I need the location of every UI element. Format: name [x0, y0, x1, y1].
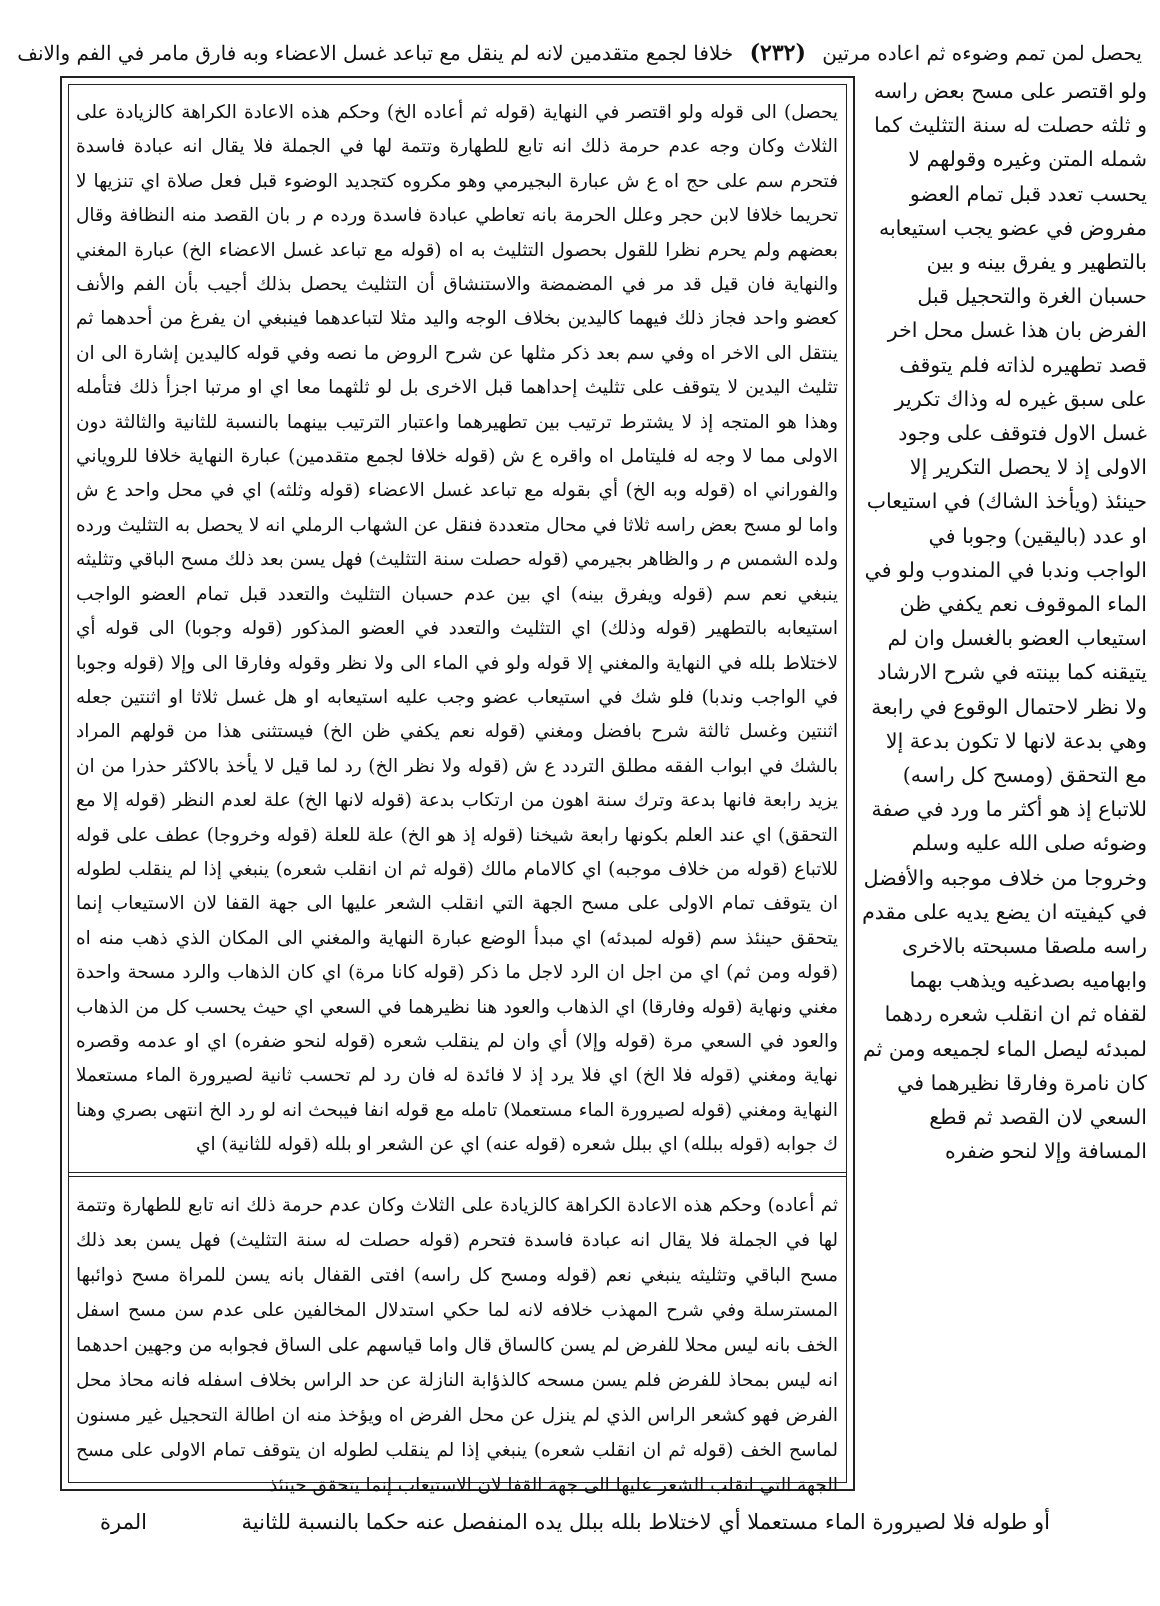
running-header: [12, 36, 1142, 70]
header-right-text: يحصل لمن تمم وضوءه ثم اعاده مرتين: [822, 41, 1142, 65]
section-divider-line: [68, 1172, 847, 1173]
second-commentary-text-block: ثم أعاده) وحكم هذه الاعادة الكراهة كالزيادة على الثلاث وكان عدم حرمة ذلك انه تابع للطهارة وتتمة لها في الجملة فلا يقال انه عبادة فاسدة فتحرم (قوله حصلت له سنة التثليث) فهل يسن بعد ذلك مسح الباقي وتثليثه ينبغي نعم (قوله ومسح كل راسه) افتى القفال بانه يسن للمراة مسح ذوائبها المسترسلة وفي شرح المهذب خلافه لانه لما حكي استدلال المخالفين على عدم سن مسح اسفل الخف بانه ليس محلا للفرض لم يسن كالساق قال واما قياسهم على الساق فجوابه من وجهين احدهما انه ليس بمحاذ للفرض فلم يسن مسحه كالذؤابة النازلة عن حد الراس بخلاف اسفله فانه محاذ محل الفرض فهو كشعر الراس الذي لم ينزل عن محل الفرض اه ويؤخذ منه ان اطالة التحجيل غير مسنون لماسح الخف (قوله ثم ان انقلب شعره) ينبغي إذا لم ينقلب لطوله ان يتوقف تمام الاولى على مسح الجهة التي انقلب الشعر عليها الى جهة القفا لان الاستيعاب إنما يتحقق حينئذ: [76, 1195, 838, 1496]
commentary-text-block: يحصل) الى قوله ولو اقتصر في النهاية (قوله ثم أعاده الخ) وحكم هذه الاعادة الكراهة كالزيادة على الثلاث وكان وجه عدم حرمة ذلك انه تابع للطهارة وتتمة لها في الجملة فلا يقال انه عبادة فاسدة فتحرم سم على حج اه ع ش عبارة البجيرمي وهو مكروه كتجديد الوضوء قبل فعل صلاة اي تنزيها لا تحريما خلافا لابن حجر وعلل الحرمة بانه تعاطي عبادة فاسدة ورده م ر بان القصد منه النظافة وقال بعضهم ولم يحرم نظرا للقول بحصول التثليث به اه (قوله مع تباعد غسل الاعضاء الخ) عبارة المغني والنهاية فان قيل قد مر في المضمضة والاستنشاق أن التثليث يحصل بذلك أجيب بأن الفم والأنف كعضو واحد فجاز ذلك فيهما كاليدين بخلاف الوجه واليد مثلا لتباعدهما فينبغي ان يفرغ من أحدهما ثم ينتقل الى الاخر اه وفي سم بعد ذكر مثلها عن شرح الروض ما نصه وفي قوله كاليدين إشارة الى ان تثليث اليدين لا يتوقف على تثليث إحداهما قبل الاخرى بل لو ثلثهما معا اي او مرتبا اجزأ ذلك فتأمله وهذا هو المتجه إذ لا يشترط ترتيب بين تطهيرهما واعتبار الترتيب بينهما بالنسبة للثانية والثالثة دون الاولى مما لا وجه له فليتامل اه واقره ع ش (قوله خلافا لجمع متقدمين) عبارة النهاية خلافا للروياني والفوراني اه (قوله وبه الخ) أي بقوله مع تباعد غسل الاعضاء (قوله وثلثه) اي في محل واحد ع ش واما لو مسح بعض راسه ثلاثا في محال متعددة فنقل عن الشهاب الرملي انه لا يحصل به التثليث ورده ولده الشمس م ر والظاهر بجيرمي (قوله حصلت سنة التثليث) فهل يسن بعد ذلك مسح الباقي وتثليثه ينبغي نعم سم (قوله ويفرق بينه) اي بين عدم حسبان التثليث والتعدد قبل تمام العضو الواجب استيعابه بالتطهير (قوله وذلك) اي التثليث والتعدد في العضو المذكور (قوله وجوبا) الى قوله أي لاختلاط بلله في النهاية والمغني إلا قوله ولو في الماء الى ولا نظر وقوله وفارقا الى وإلا (قوله وجوبا في الواجب وندبا) فلو شك في استيعاب عضو وجب عليه استيعابه او هل غسل ثلاثا او اثنتين جعله اثنتين وغسل ثالثة شرح بافضل ومغني (قوله نعم يكفي ظن الخ) فيستثنى هذا من قولهم المراد بالشك في ابواب الفقه مطلق التردد ع ش (قوله ولا نظر الخ) رد لما قيل لا يأخذ بالاكثر حذرا من ان يزيد رابعة فانها بدعة وترك سنة اهون من ارتكاب بدعة (قوله لانها الخ) علة لعدم النظر (قوله إلا مع التحقق) اي عند العلم بكونها رابعة شيخنا (قوله إذ هو الخ) علة للعلة (قوله وخروجا) عطف على قوله للاتباع (قوله من خلاف موجبه) اي كالامام مالك (قوله ثم ان انقلب شعره) ينبغي إذا لم ينقلب لطوله ان يتوقف تمام الاولى على مسح الجهة التي انقلب الشعر عليها الى جهة القفا لان الاستيعاب إنما يتحقق حينئذ سم (قوله لمبدئه) اي مبدأ الوضع عبارة النهاية والمغني الى المكان الذي ذهب منه اه (قوله ومن ثم) اي من اجل ان الرد لاجل ما ذكر (قوله كانا مرة) اي كان الذهاب والرد مسحة واحدة مغني ونهاية (قوله وفارقا) اي الذهاب والعود هنا نظيرهما في السعي اي حيث يحسب كل من الذهاب والعود في السعي مرة (قوله وإلا) أي وان لم ينقلب شعره (قوله لنحو ضفره) اي او عدمه وقصره نهاية ومغني (قوله فلا الخ) اي فلا يرد إذ لا فائدة له فان رد لم تحسب ثانية لصيرورة الماء مستعملا النهاية ومغني (قوله لصيرورة الماء مستعملا) تامله مع قوله انفا فيبحث انه لو رد الخ انتهى بصري وهنا ك جوابه (قوله ببلله) اي ببلل شعره (قوله عنه) اي عن الشعر او بلله (قوله للثانية) اي: [76, 102, 838, 1156]
catchword: المرة: [100, 1510, 147, 1534]
page-number: (٢٣٢): [749, 40, 806, 66]
main-text-margin-column: ولو اقتصر على مسح بعض راسه و ثلثه حصلت له سنة التثليث كما شمله المتن وغيره وقولهم لا يحسب تعدد قبل تمام العضو مفروض في عضو يجب استيعابه بالتطهير و يفرق بينه و بين حسبان الغرة والتحجيل قبل الفرض بان هذا غسل محل اخر قصد تطهيره لذاته فلم يتوقف على سبق غيره له وذاك تكرير غسل الاول فتوقف على وجود الاولى إذ لا يحصل التكرير إلا حينئذ (ويأخذ الشاك) في استيعاب او عدد (باليقين) وجوبا في الواجب وندبا في المندوب ولو في الماء الموقوف نعم يكفي ظن استيعاب العضو بالغسل وان لم يتيقنه كما بينته في شرح الارشاد ولا نظر لاحتمال الوقوع في رابعة وهي بدعة لانها لا تكون بدعة إلا مع التحقق (ومسح كل راسه) للاتباع إذ هو أكثر ما ورد في صفة وضوئه صلى الله عليه وسلم وخروجا من خلاف موجبه والأفضل في كيفيته ان يضع يديه على مقدم راسه ملصقا مسبحته بالاخرى وابهاميه بصدغيه ويذهب بهما لقفاه ثم ان انقلب شعره ردهما لمبدئه ليصل الماء لجميعه ومن ثم كان نامرة وفارقا نظيرهما في السعي لان القصد ثم قطع المسافة وإلا لنحو ضفره: [862, 79, 1147, 1164]
footer-line: أو طوله فلا لصيرورة الماء مستعملا أي لاختلاط بلله ببلل يده المنفصل عنه حكما بالنسبة للثانية: [241, 1510, 1050, 1534]
section-divider-line: [68, 1176, 847, 1177]
header-left-text: خلافا لجمع متقدمين لانه لم ينقل مع تباعد غسل الاعضاء وبه فارق مامر في الفم والانف: [17, 41, 734, 65]
